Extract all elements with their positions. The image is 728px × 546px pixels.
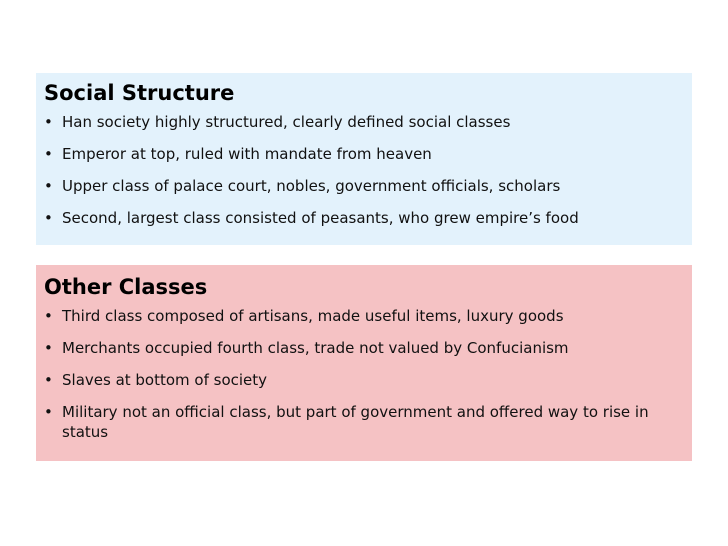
list-item [44, 338, 684, 358]
list-item [44, 370, 684, 390]
bullet-icon: • [44, 209, 53, 227]
bullet-icon: • [44, 339, 53, 357]
list-item [44, 402, 684, 442]
list-item [44, 176, 684, 196]
list-item-text: Slaves at bottom of society [62, 371, 268, 389]
bullet-icon: • [44, 403, 53, 421]
bullet-icon: • [44, 177, 53, 195]
bullet-icon: • [44, 371, 53, 389]
list-item [44, 306, 684, 326]
list-item-text: Upper class of palace court, nobles, government officials, scholars [62, 177, 561, 195]
bullet-icon: • [44, 307, 53, 325]
social-structure-panel [36, 73, 692, 245]
bullet-icon: • [44, 113, 53, 131]
social-structure-list [44, 112, 684, 228]
social-structure-title: Social Structure [44, 81, 235, 105]
list-item-text: Third class composed of artisans, made useful items, luxury goods [62, 307, 564, 325]
other-classes-panel [36, 265, 692, 461]
list-item-text: Military not an official class, but part of government and offered way to rise in status [62, 403, 649, 441]
list-item [44, 144, 684, 164]
list-item-text: Second, largest class consisted of peasants, who grew empire’s food [62, 209, 579, 227]
list-item [44, 112, 684, 132]
other-classes-title: Other Classes [44, 275, 208, 299]
list-item-text: Han society highly structured, clearly defined social classes [62, 113, 511, 131]
list-item-text: Merchants occupied fourth class, trade not valued by Confucianism [62, 339, 569, 357]
list-item [44, 208, 684, 228]
bullet-icon: • [44, 145, 53, 163]
other-classes-list [44, 306, 684, 442]
list-item-text: Emperor at top, ruled with mandate from heaven [62, 145, 432, 163]
